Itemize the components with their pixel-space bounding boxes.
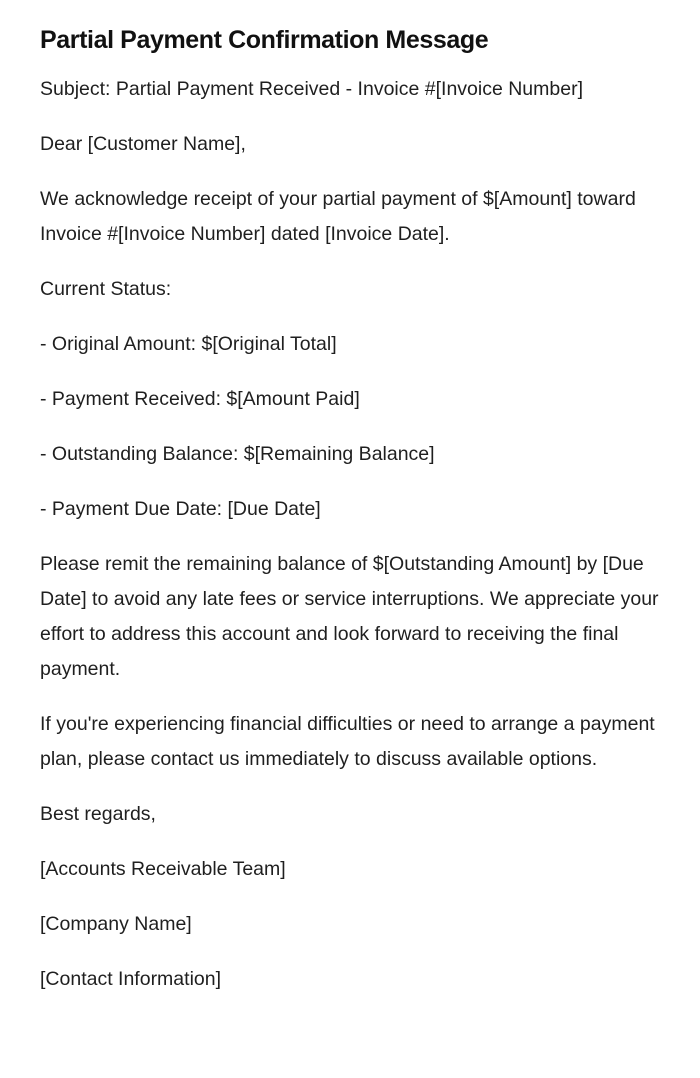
signature-team: [Accounts Receivable Team] [40,858,286,880]
status-item-payment-received: - Payment Received: $[Amount Paid] [40,388,360,410]
difficulties-paragraph: If you're experiencing financial difficulties or need to arrange a payment plan, please contact us immediately to discuss available options. [40,713,655,770]
status-heading: Current Status: [40,278,172,300]
remit-paragraph: Please remit the remaining balance of $[Outstanding Amount] by [Due Date] to avoid any late fees or service interruptions. We appreciate your effort to address this account and look forward to receiving the final payment. [40,553,659,680]
status-item-due-date: - Payment Due Date: [Due Date] [40,498,321,520]
greeting: Dear [Customer Name], [40,133,246,155]
acknowledgement-paragraph: We acknowledge receipt of your partial payment of $[Amount] toward Invoice #[Invoice Number] dated [Invoice Date]. [40,188,636,245]
document-title: Partial Payment Confirmation Message [40,26,489,54]
subject-line: Subject: Partial Payment Received - Invoice #[Invoice Number] [40,78,584,100]
status-item-outstanding-balance: - Outstanding Balance: $[Remaining Balance] [40,443,435,465]
signature-company: [Company Name] [40,913,192,935]
signature-contact: [Contact Information] [40,968,222,990]
status-item-original-amount: - Original Amount: $[Original Total] [40,333,337,355]
closing: Best regards, [40,803,156,825]
